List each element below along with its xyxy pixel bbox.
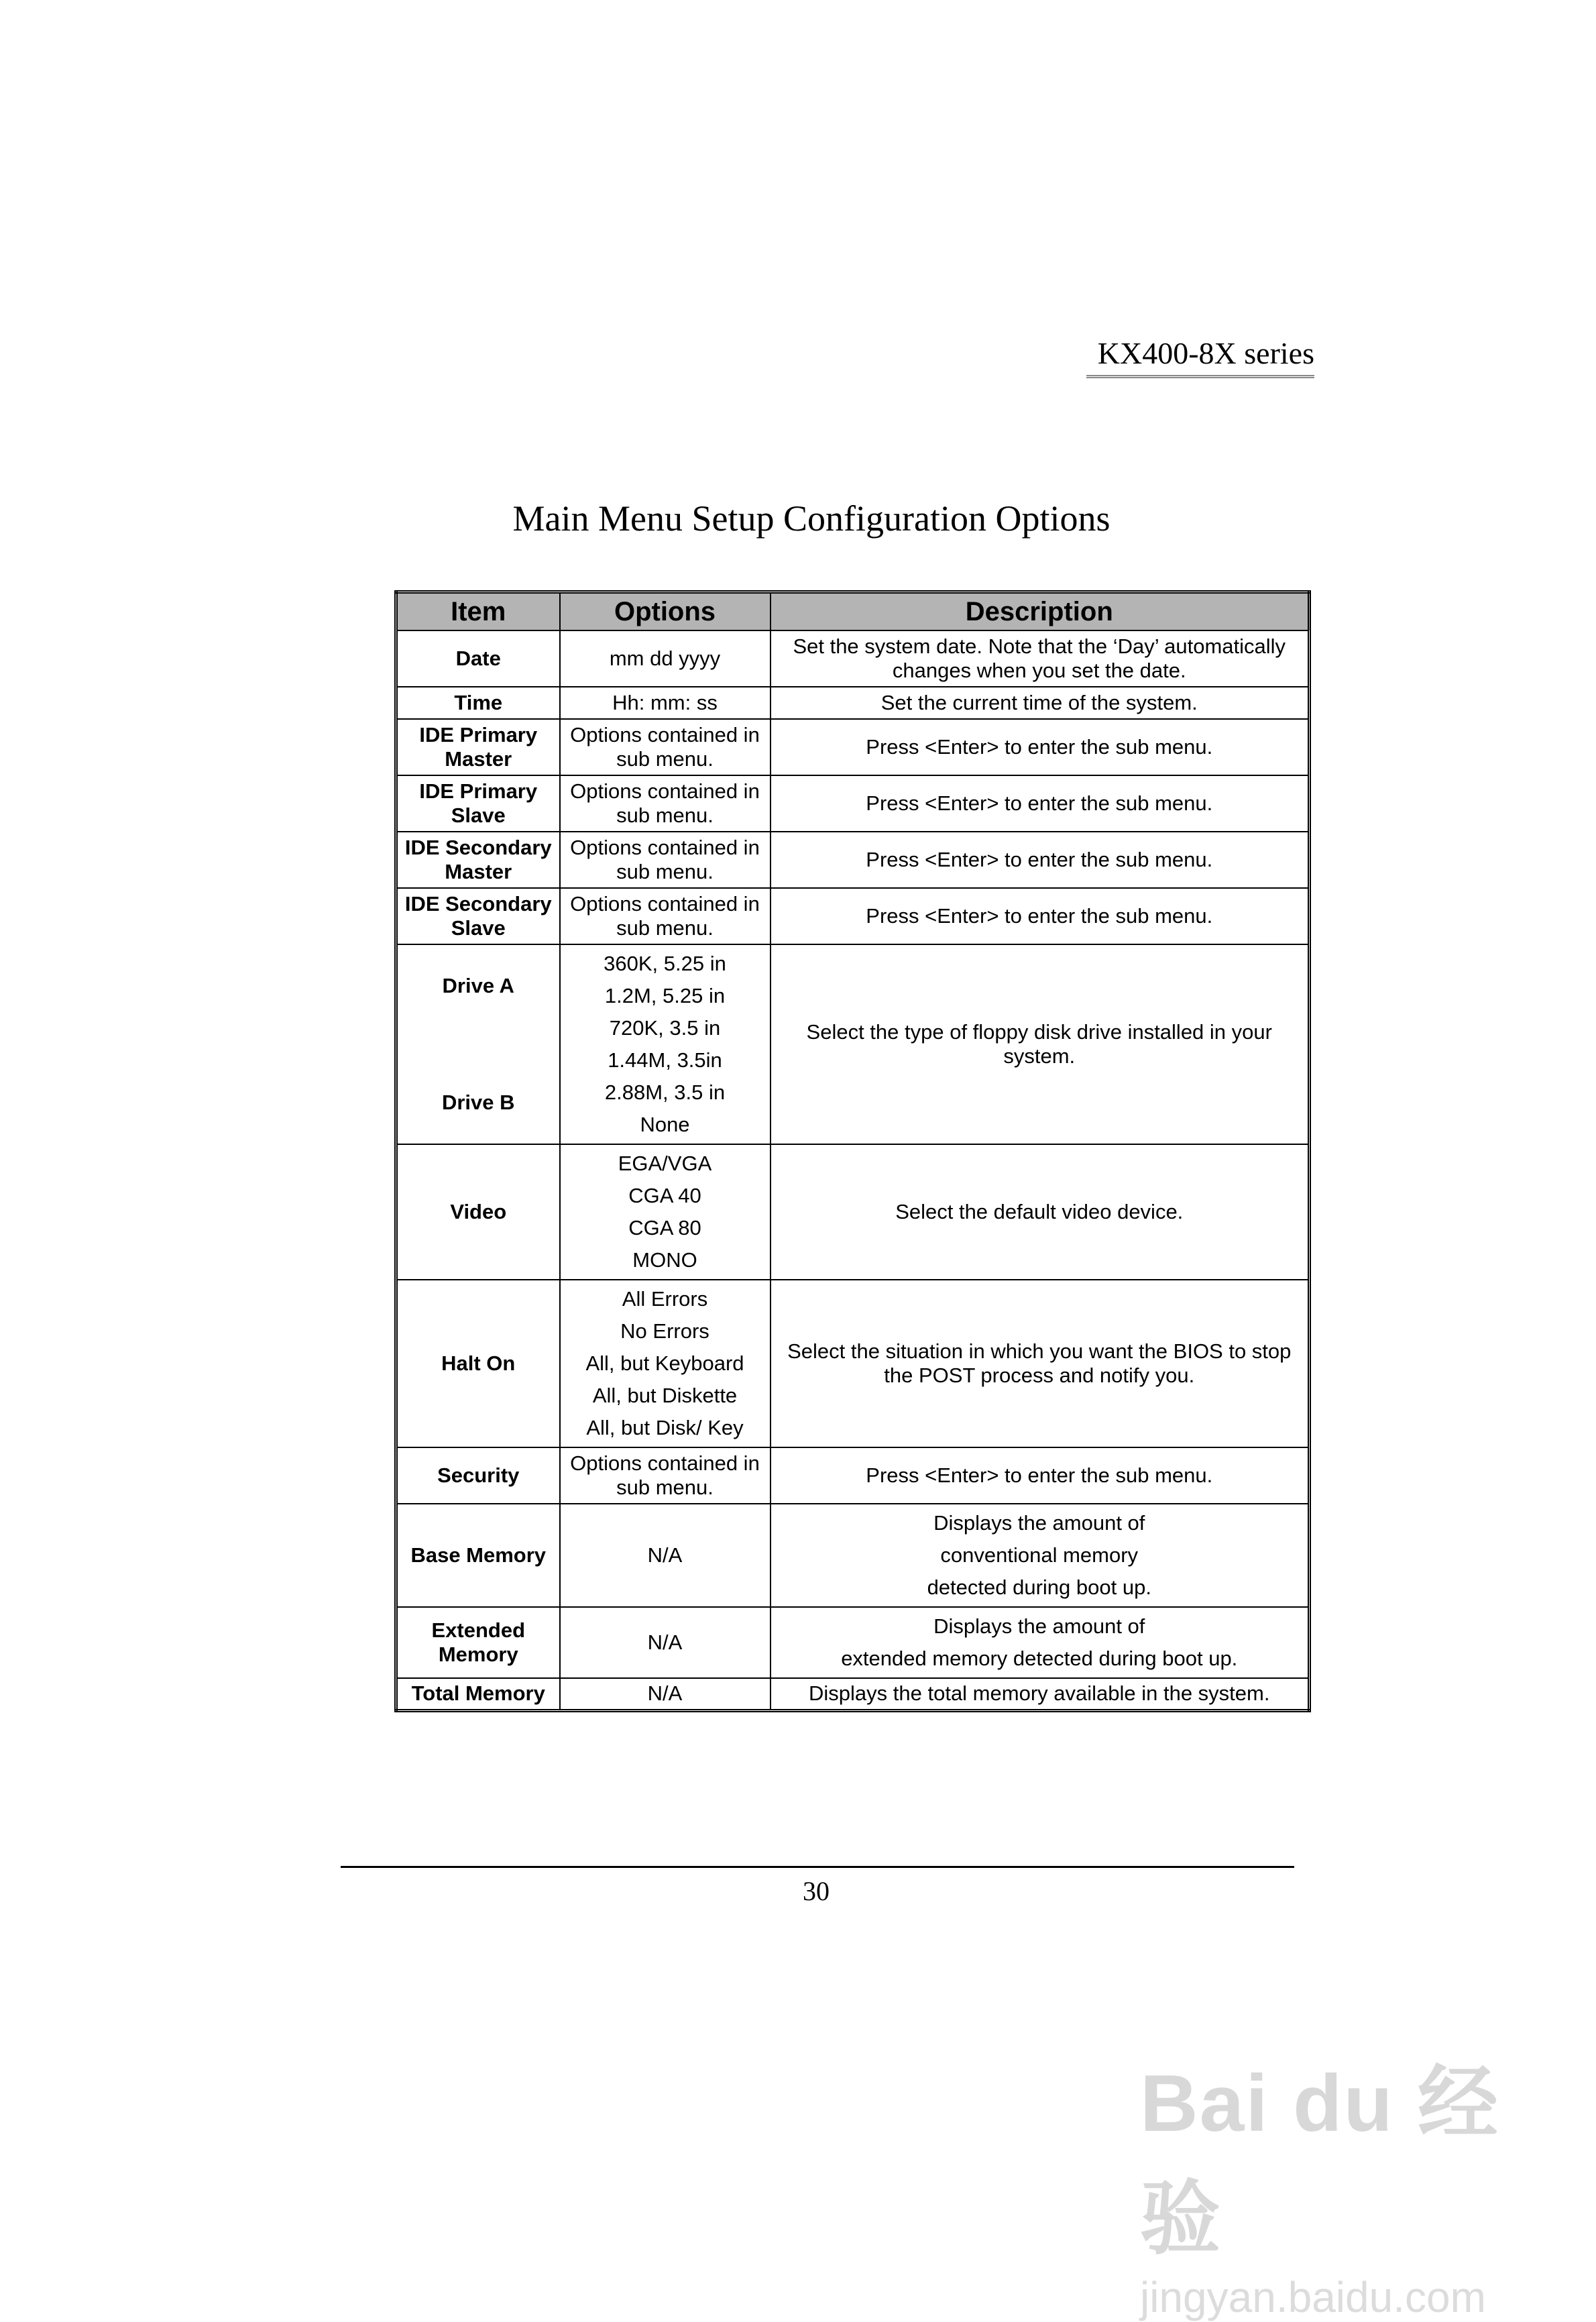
row-item: IDE Primary Master [396,719,560,775]
row-options: Options contained in sub menu. [560,888,771,944]
row-item: IDE Primary Slave [396,775,560,832]
row-description: Displays the total memory available in the system. [771,1678,1310,1710]
column-header-item: Item [396,592,560,631]
row-options: N/A [560,1607,771,1678]
watermark-logo: Bai du 经验 [1140,2058,1500,2264]
row-item: IDE Secondary Slave [396,888,560,944]
row-item: Total Memory [396,1678,560,1710]
row-item: IDE Secondary Master [396,832,560,888]
row-item: Video [396,1144,560,1280]
row-description: Press <Enter> to enter the sub menu. [771,888,1310,944]
page-title: Main Menu Setup Configuration Options [512,498,1110,539]
table-row [396,775,1310,832]
row-options: N/A [560,1504,771,1607]
row-options: 360K, 5.25 in 1.2M, 5.25 in 720K, 3.5 in 1.44M, 3.5in 2.88M, 3.5 in None [560,944,771,1144]
table-header-row [396,592,1310,631]
table-row [396,1607,1310,1678]
series-header: KX400-8X series [1086,335,1314,378]
row-description: Select the type of floppy disk drive installed in your system. [771,944,1310,1144]
table-row [396,687,1310,719]
table-row [396,1144,1310,1280]
table-row [396,832,1310,888]
row-item: Extended Memory [396,1607,560,1678]
row-options: N/A [560,1678,771,1710]
row-options: All Errors No Errors All, but Keyboard All, but Diskette All, but Disk/ Key [560,1280,771,1447]
row-description: Displays the amount of conventional memory detected during boot up. [771,1504,1310,1607]
row-description: Select the situation in which you want the BIOS to stop the POST process and notify you. [771,1280,1310,1447]
row-description: Press <Enter> to enter the sub menu. [771,719,1310,775]
row-options: Options contained in sub menu. [560,775,771,832]
column-header-options: Options [560,592,771,631]
row-item: Halt On [396,1280,560,1447]
row-description: Set the system date. Note that the ‘Day’ automatically changes when you set the date. [771,630,1310,687]
row-item: Date [396,630,560,687]
row-description: Press <Enter> to enter the sub menu. [771,832,1310,888]
row-description: Press <Enter> to enter the sub menu. [771,775,1310,832]
table-row [396,630,1310,687]
row-options: Hh: mm: ss [560,687,771,719]
row-description: Set the current time of the system. [771,687,1310,719]
row-options: Options contained in sub menu. [560,1447,771,1504]
table-row [396,1447,1310,1504]
column-header-description: Description [771,592,1310,631]
watermark-url: jingyan.baidu.com [1140,2273,1486,2321]
table-row [396,888,1310,944]
row-options: mm dd yyyy [560,630,771,687]
row-options: Options contained in sub menu. [560,832,771,888]
page-number: 30 [803,1876,830,1906]
options-table [394,590,1311,1712]
table-row [396,719,1310,775]
table-row [396,1678,1310,1710]
row-item: Base Memory [396,1504,560,1607]
table-row [396,1280,1310,1447]
row-description: Displays the amount of extended memory detected during boot up. [771,1607,1310,1678]
row-description: Press <Enter> to enter the sub menu. [771,1447,1310,1504]
row-item: Drive A Drive B [396,944,560,1144]
row-item: Time [396,687,560,719]
watermark [1140,2039,1516,2321]
row-options: EGA/VGA CGA 40 CGA 80 MONO [560,1144,771,1280]
table-row [396,1504,1310,1607]
row-options: Options contained in sub menu. [560,719,771,775]
footer-rule [341,1866,1294,1868]
row-item: Security [396,1447,560,1504]
table-row [396,944,1310,1144]
row-description: Select the default video device. [771,1144,1310,1280]
